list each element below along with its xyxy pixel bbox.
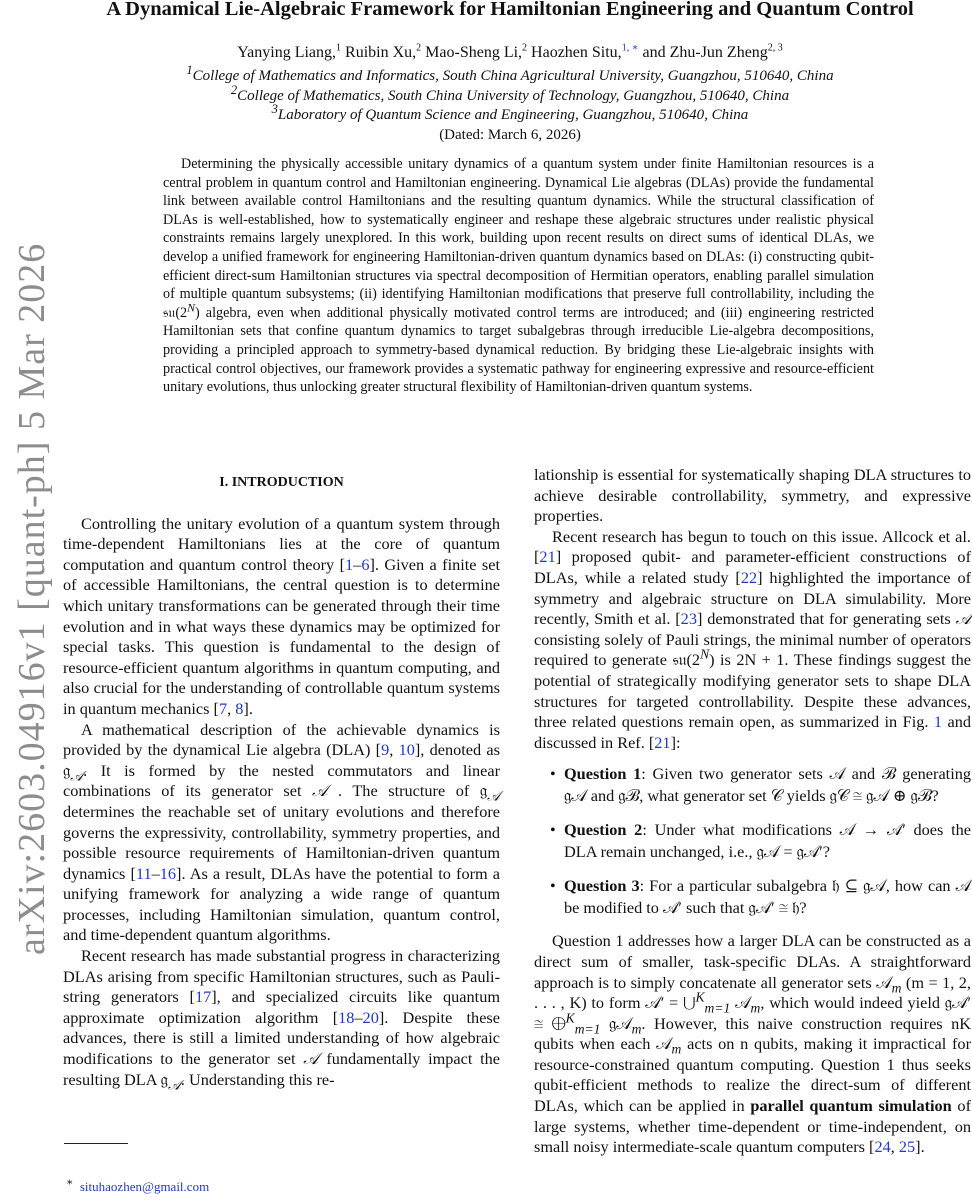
text: ]. bbox=[243, 698, 253, 718]
affiliation-text: College of Mathematics, South China University of Technology, Guangzhou, 510640, China bbox=[237, 87, 790, 104]
affiliation-text: Laboratory of Quantum Science and Engineering, Guangzhou, 510640, China bbox=[277, 107, 749, 123]
question-text: : For a particular subalgebra 𝔥 ⊆ 𝔤𝒜, how can 𝒜 be modified to 𝒜′ such that 𝔤𝒜′ ≅ 𝔥? bbox=[564, 876, 971, 918]
text: acts on n qubits, making it impractical for resource-constrained quantum computing. Question 1 thus seeks qubit-efficient methods to realize the direct-sum of different DLAs, which can be applied in bbox=[534, 1034, 971, 1116]
list-item bbox=[564, 763, 971, 807]
abstract bbox=[163, 155, 874, 397]
affiliation-marker: 2 bbox=[230, 82, 238, 97]
list-item bbox=[564, 875, 971, 919]
author-affil-marker: 1 bbox=[336, 42, 342, 54]
author-affil-marker: 2, 3 bbox=[767, 42, 783, 54]
text: fundamentally impact the resulting DLA 𝔤 bbox=[63, 1049, 500, 1089]
abstract-text: ) algebra, even when additional physically motivated control terms are introduced; and (iii) engineering restricted Hamiltonian sets that confine quantum dynamics to target subalgebras through irreducible Lie-algebra decompositions, providing a principled approach to symmetry-based dynamical reduction. By bridging these Lie-algebraic insights with practical control objectives, our framework provides a systematic pathway for engineering expressive and resource-efficient unitary evolutions, thus unlocking greater structural flexibility of Hamiltonian-driven quantum systems. bbox=[163, 304, 874, 396]
text: ], and specialized circuits like quantum approximate optimization algorithm [ bbox=[63, 987, 501, 1027]
text: (m = 1, 2, . . . , K) to form 𝒜′ = ⋃ bbox=[534, 972, 971, 1013]
text: . It is formed by the nested commutators and linear combinations of its generator set bbox=[63, 760, 500, 801]
left-column bbox=[63, 470, 500, 1090]
list-item bbox=[564, 819, 971, 863]
text: determines the reachable set of unitary evolutions and therefore governs the expressivity, controllability, symmetry properties, and possible resource requirements of Hamiltonian-driven quantum dynamics [ bbox=[63, 801, 500, 883]
corresponding-author-marker[interactable]: 1, ∗ bbox=[621, 42, 639, 54]
author-list bbox=[60, 44, 960, 62]
paragraph: A mathematical description of the achievable dynamics is provided by the dynamical Lie algebra (DLA) [9, 10], denoted as 𝔤$_𝒜$. It is formed by the nested commutators and linear combinations of its generator set 𝒜 . The structure of 𝔤$_𝒜$ determines the reachable set of unitary evolutions and therefore governs the expressivity, controllability, symmetry properties, and possible resource requirements of Hamiltonian-driven quantum dynamics [11–16]. As a result, DLAs have the potential to form a unifying framework for analyzing a wide range of quantum processes, including Hamiltonian simulation, quantum control, and time-dependent quantum algorithms. bbox=[63, 719, 501, 945]
author-affil-marker: 2 bbox=[416, 42, 422, 54]
text: of large systems, whether time-dependent or time-independent, on small noisy intermediate-scale quantum computers [ bbox=[534, 1096, 971, 1157]
text: ]. As a result, DLAs have the potential to form a unifying framework for analyzing a wide range of quantum processes, including Hamiltonian simulation, quantum control, and time-dependent quantum algorithms. bbox=[63, 863, 501, 945]
citation-link[interactable]: 24 bbox=[874, 1137, 891, 1157]
citation-link[interactable]: 9 bbox=[381, 740, 390, 760]
text: ] proposed qubit- and parameter-efficient constructions of DLAs, while a related study [ bbox=[534, 547, 971, 587]
citation-link[interactable]: 18 bbox=[338, 1007, 355, 1027]
paragraph: Question 1 addresses how a larger DLA can be constructed as a direct sum of smaller, task-specific DLAs. A straightforward approach is to simply concatenate all generator sets 𝒜$_m$ (m = 1, 2, . . . , K) to form 𝒜′ = ⋃$^K_{m=1}$ 𝒜$_m$, which would indeed yield 𝔤𝒜′ ≅ ⨁$^K_{m=1}$ 𝔤𝒜$_m$. However, this naive construction requires nK qubits when each 𝒜$_m$ acts on n qubits, making it impractical for resource-constrained quantum computing. Question 1 thus seeks qubit-efficient methods to realize the direct-sum of different DLAs, which can be applied in parallel quantum simulation of large systems, whether time-dependent or time-independent, on small noisy intermediate-scale quantum computers [24, 25]. bbox=[534, 931, 972, 1157]
paragraph: Recent research has begun to touch on this issue. Allcock et al. [21] proposed qubit- and parameter-efficient constructions of DLAs, while a related study [22] highlighted the importance of symmetry and algebraic structure on DLA simulability. More recently, Smith et al. [23] demonstrated that for generating sets 𝒜 consisting solely of Pauli strings, the minimal number of operators required to generate $𝔰𝔲(2^N)$ is 2N + 1. These findings suggest the potential of strategically modifying generator sets to shape DLA structures for targeted controllability. Despite these advances, three related questions remain open, as summarized in Fig. 1 and discussed in Ref. [21]: bbox=[534, 526, 972, 752]
author-affil-marker: 2 bbox=[522, 42, 528, 54]
author: Yanying Liang, bbox=[237, 44, 337, 61]
paper-title: A Dynamical Lie-Algebraic Framework for Hamiltonian Engineering and Quantum Control bbox=[106, 0, 914, 20]
text: ]: bbox=[670, 732, 681, 752]
footnote-marker: ∗ bbox=[66, 1176, 74, 1189]
citation-link[interactable]: 11 bbox=[135, 863, 152, 883]
text: – bbox=[353, 554, 362, 574]
text: Question 1 addresses how a larger DLA can be constructed as a direct sum of smaller, task-specific DLAs. A straightforward approach is to simply concatenate all generator sets 𝒜 bbox=[534, 931, 971, 992]
paragraph: Controlling the unitary evolution of a quantum system through time-dependent Hamiltonians lies at the core of quantum computation and quantum control theory [1–6]. Given a finite set of accessible Hamiltonians, the central question is to determine which unitary transformations can be generated through their time evolution and in what ways these dynamics may be optimized for special tasks. This question is fundamental to the design of resource-efficient quantum algorithms in quantum computing, and also crucial for the understanding of controllable quantum systems in quantum mechanics [7, 8]. bbox=[63, 513, 501, 718]
citation-link[interactable]: 17 bbox=[194, 987, 212, 1007]
citation-link[interactable]: 21 bbox=[539, 547, 556, 567]
text: ) is 2N + 1. These findings suggest the potential of strategically modifying generator sets to shape DLA structures for targeted controllability. Despite these advances, three related questions remain open, as summarized in Fig. bbox=[534, 650, 971, 732]
emphasis: parallel quantum simulation bbox=[750, 1096, 952, 1116]
figure-link[interactable]: 1 bbox=[933, 712, 943, 732]
citation-link[interactable]: 10 bbox=[398, 740, 415, 760]
text: . The structure of 𝔤 bbox=[327, 781, 488, 801]
citation-link[interactable]: 16 bbox=[159, 863, 177, 883]
text: ] demonstrated that for generating sets bbox=[696, 609, 956, 629]
text: Recent research has begun to touch on this issue. Allcock et al. [ bbox=[534, 526, 971, 567]
text: Recent research has made substantial progress in characterizing DLAs arising from specific Hamiltonian structures, such as Pauli-string generators [ bbox=[63, 946, 500, 1007]
text: . However, this naive construction requires nK qubits when each 𝒜 bbox=[534, 1013, 971, 1054]
affiliation-marker: 3 bbox=[271, 102, 278, 116]
citation-link[interactable]: 8 bbox=[235, 698, 244, 718]
text: 𝔤𝒜 bbox=[600, 1013, 632, 1033]
question-list bbox=[534, 763, 971, 919]
citation-link[interactable]: 21 bbox=[654, 732, 671, 752]
affiliation bbox=[60, 82, 960, 107]
author: Ruibin Xu, bbox=[345, 44, 417, 61]
text: consisting solely of Pauli strings, the minimal number of operators required to generate 𝔰𝔲(2 bbox=[534, 629, 971, 670]
abstract-text: Determining the physically accessible unitary dynamics of a quantum system under finite Hamiltonian resources is a central problem in quantum control and Hamiltonian engineering. Dynamical Lie algebras (DLAs) provide the fundamental link between available control Hamiltonians and the resulting quantum dynamics. While the structural classification of DLAs is well-established, how to systematically engineer and reshape these algebraic structures under realistic physical constraints remains largely unexplored. In this work, building upon recent results on direct sums of identical DLAs, we develop a unified framework for engineering Hamiltonian-driven quantum dynamics based on DLAs: (i) constructing qubit-efficient direct-sum Hamiltonian structures via spectral decomposition of Hermitian operators, enabling parallel simulation of multiple quantum subsystems; (ii) identifying Hamiltonian modifications that preserve full controllability, including the bbox=[163, 156, 874, 303]
text: A mathematical description of the achievable dynamics is provided by the dynamical Lie algebra (DLA) [ bbox=[63, 719, 500, 760]
paragraph: Recent research has made substantial progress in characterizing DLAs arising from specific Hamiltonian structures, such as Pauli-string generators [17], and specialized circuits like quantum approximate optimization algorithm [18–20]. Despite these advances, there is still a limited understanding of how algebraic modifications to the generator set 𝒜 fundamentally impact the resulting DLA 𝔤$_𝒜$. Understanding this re- bbox=[63, 946, 501, 1092]
text: ]. Given a finite set of accessible Hamiltonians, the central question is to determine which unitary transformations can be generated through their time evolution and in what ways these dynamics may be optimized for special tasks. This question is fundamental to the design of resource-efficient quantum algorithms in quantum computing, and also crucial for the understanding of controllable quantum systems in quantum mechanics [ bbox=[63, 554, 501, 718]
text: , which would indeed yield 𝔤𝒜′ ≅ ⨁ bbox=[534, 993, 972, 1033]
section-heading: I. INTRODUCTION bbox=[219, 475, 344, 490]
citation-link[interactable]: 7 bbox=[218, 698, 228, 718]
right-column bbox=[534, 465, 971, 1158]
arxiv-identifier: arXiv:2603.04916v1 [quant-ph] 5 Mar 2026 bbox=[11, 242, 53, 955]
question-label: Question 2 bbox=[564, 820, 643, 840]
affiliation-text: College of Mathematics and Informatics, South China Agricultural University, Guangzhou, 510640, China bbox=[192, 68, 834, 84]
footnote-divider bbox=[64, 1143, 128, 1144]
question-text: : Under what modifications 𝒜 → 𝒜′ does the DLA remain unchanged, i.e., 𝔤𝒜 = 𝔤𝒜′? bbox=[564, 820, 971, 862]
date-line: (Dated: March 6, 2026) bbox=[439, 126, 581, 143]
author: Mao-Sheng Li, bbox=[425, 44, 523, 61]
affiliation bbox=[60, 102, 960, 126]
abstract-math: 𝔰𝔲(2 bbox=[163, 304, 188, 321]
question-text: : Given two generator sets 𝒜 and ℬ generating 𝔤𝒜 and 𝔤ℬ, what generator set 𝒞 yields 𝔤𝒞 ≅ 𝔤𝒜 ⊕ 𝔤ℬ? bbox=[564, 764, 972, 806]
paragraph: lationship is essential for systematically shaping DLA structures to achieve desirable controllability, symmetry, and expressive properties. bbox=[534, 465, 971, 526]
text: ]. Despite these advances, there is still a limited understanding of how algebraic modifications to the generator set bbox=[63, 1007, 500, 1069]
affiliation bbox=[60, 63, 960, 87]
text: ] highlighted the importance of symmetry and algebraic structure on DLA simulability. More recently, Smith et al. [ bbox=[534, 567, 972, 629]
text: ]. bbox=[915, 1137, 925, 1157]
affiliation-marker: 1 bbox=[186, 63, 193, 77]
question-label: Question 1 bbox=[564, 764, 642, 784]
citation-link[interactable]: 6 bbox=[361, 554, 370, 574]
text: Controlling the unitary evolution of a quantum system through time-dependent Hamiltonians lies at the core of quantum computation and quantum control theory [ bbox=[63, 513, 500, 574]
text: ], denoted as 𝔤 bbox=[63, 740, 500, 780]
citation-link[interactable]: 23 bbox=[680, 609, 697, 629]
abstract-math-exponent: N bbox=[187, 300, 196, 315]
citation-link[interactable]: 20 bbox=[362, 1007, 379, 1027]
citation-link[interactable]: 1 bbox=[345, 554, 354, 574]
email-link[interactable]: situhaozhen@gmail.com bbox=[79, 1179, 210, 1194]
author: and Zhu-Jun Zheng bbox=[642, 44, 768, 61]
text: and discussed in Ref. [ bbox=[534, 712, 972, 752]
citation-link[interactable]: 22 bbox=[740, 567, 758, 587]
affiliations bbox=[60, 63, 960, 145]
text: . Understanding this re- bbox=[180, 1069, 335, 1089]
footnote bbox=[66, 1176, 210, 1195]
question-label: Question 3 bbox=[564, 876, 640, 896]
text: 𝒜 bbox=[730, 993, 751, 1013]
author: Haozhen Situ, bbox=[531, 44, 622, 61]
citation-link[interactable]: 25 bbox=[898, 1137, 916, 1157]
